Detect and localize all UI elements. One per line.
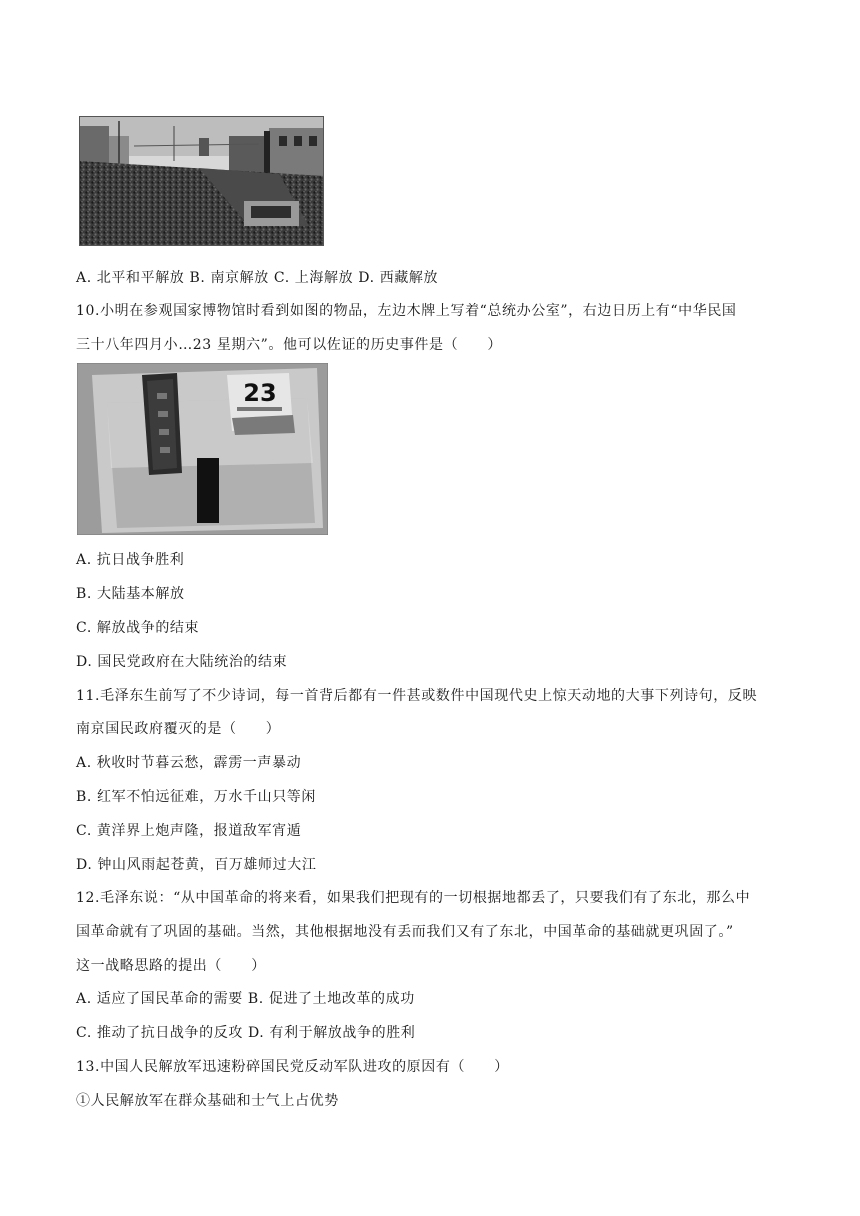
q11-option-a: A. 秋收时节暮云愁，霹雳一声暴动 [76,755,302,771]
q10-option-d: D. 国民党政府在大陆统治的结束 [76,654,288,670]
q12-stem-line-1: 12.毛泽东说：“从中国革命的将来看，如果我们把现有的一切根据地都丢了，只要我们有了东北，那么中 [76,890,751,906]
q12-options-ab: A. 适应了国民革命的需要 B. 促进了土地改革的成功 [76,991,415,1007]
office-sign-calendar-photo [77,363,328,535]
q12-stem-line-2: 国革命就有了巩固的基础。当然，其他根据地没有丢而我们又有了东北，中国革命的基础就更巩固了。” [76,924,734,940]
q10-stem-line-2: 三十八年四月小…23 星期六”。他可以佐证的历史事件是（ ） [76,337,503,353]
q10-option-a: A. 抗日战争胜利 [76,552,185,568]
q11-stem-line-1: 11.毛泽东生前写了不少诗词，每一首背后都有一件甚或数件中国现代史上惊天动地的大事下列诗句，反映 [76,688,758,704]
q11-option-d: D. 钟山风雨起苍黄，百万雄师过大江 [76,857,317,873]
q10-option-b: B. 大陆基本解放 [76,586,185,602]
q11-option-c: C. 黄洋界上炮声隆，报道敌军宵遁 [76,823,302,839]
q13-item-1: ①人民解放军在群众基础和士气上占优势 [76,1093,339,1109]
q9-options: A. 北平和平解放 B. 南京解放 C. 上海解放 D. 西藏解放 [76,270,439,286]
q12-options-cd: C. 推动了抗日战争的反攻 D. 有利于解放战争的胜利 [76,1025,416,1041]
q10-stem-line-1: 10.小明在参观国家博物馆时看到如图的物品，左边木牌上写着“总统办公室”，右边日历上有“中华民国 [76,303,737,319]
q13-stem-line-1: 13.中国人民解放军迅速粉碎国民党反动军队进攻的原因有（ ） [76,1059,509,1075]
q11-option-b: B. 红军不怕远征难，万水千山只等闲 [76,789,316,805]
calendar-number: 23 [243,379,277,407]
liberation-crowd-photo [79,116,324,246]
q12-stem-line-3: 这一战略思路的提出（ ） [76,958,266,974]
q11-stem-line-2: 南京国民政府覆灭的是（ ） [76,721,281,737]
q10-option-c: C. 解放战争的结束 [76,620,200,636]
